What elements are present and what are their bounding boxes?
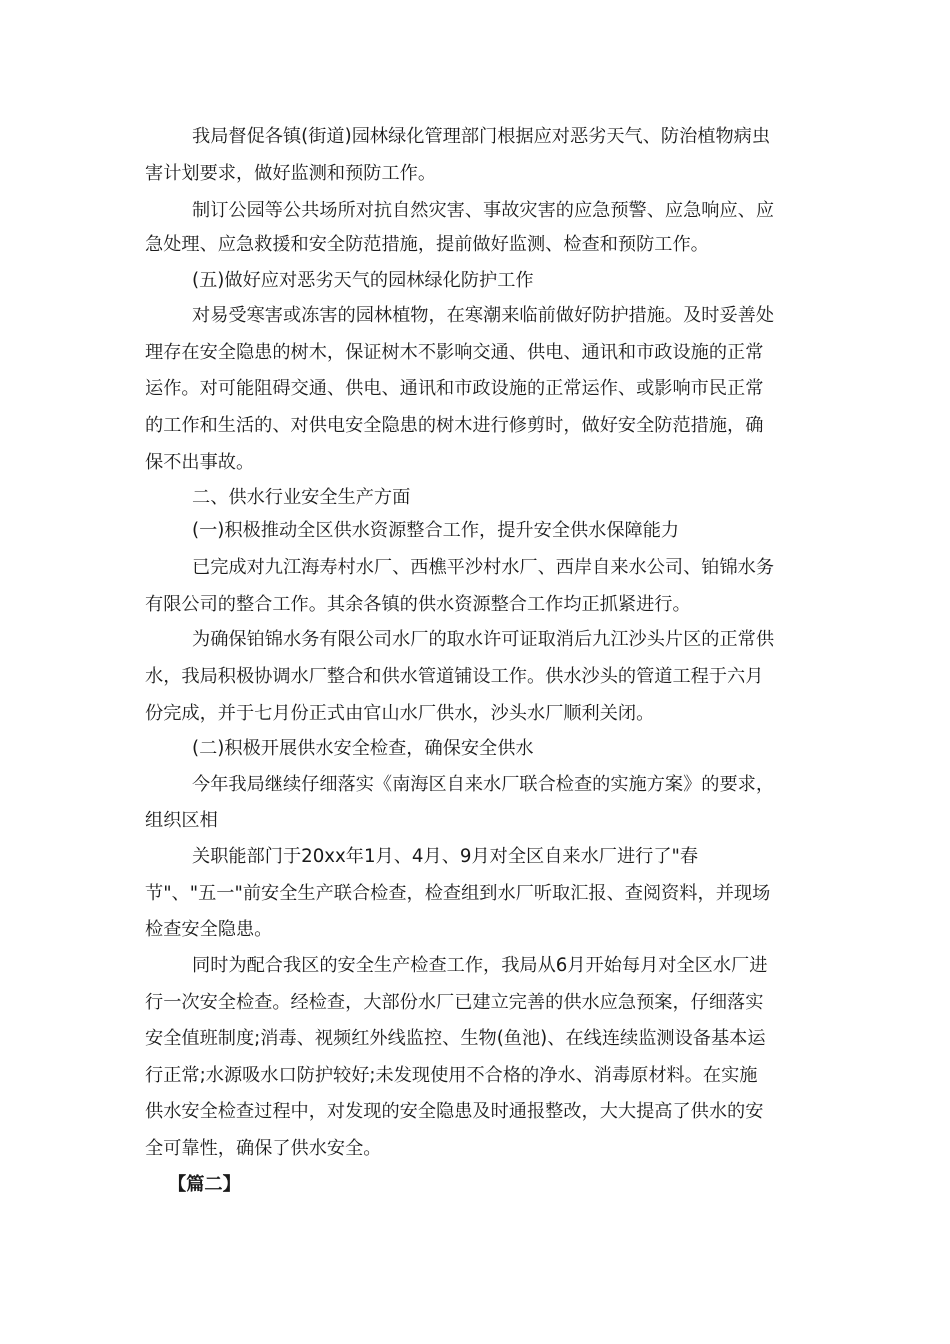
paragraph-3-line-1: 对易受寒害或冻害的园林植物，在寒潮来临前做好防护措施。及时妥善处 <box>192 305 775 326</box>
paragraph-8-line-2: 行一次安全检查。经检查，大部份水厂已建立完善的供水应急预案，仔细落实 <box>145 992 764 1013</box>
paragraph-2-line-1: 制订公园等公共场所对抗自然灾害、事故灾害的应急预警、应急响应、应 <box>192 200 775 221</box>
paragraph-5-line-3: 份完成，并于七月份正式由官山水厂供水，沙头水厂顺利关闭。 <box>145 703 655 724</box>
paragraph-8-line-5: 供水安全检查过程中，对发现的安全隐患及时通报整改，大大提高了供水的安 <box>145 1101 764 1122</box>
paragraph-5-line-2: 水，我局积极协调水厂整合和供水管道铺设工作。供水沙头的管道工程于六月 <box>145 666 764 687</box>
paragraph-2-line-2: 急处理、应急救援和安全防范措施，提前做好监测、检查和预防工作。 <box>145 234 709 255</box>
section-heading-5: (五)做好应对恶劣天气的园林绿化防护工作 <box>192 270 534 291</box>
paragraph-1-line-1: 我局督促各镇(街道)园林绿化管理部门根据应对恶劣天气、防治植物病虫 <box>192 126 771 147</box>
paragraph-3-line-5: 保不出事故。 <box>145 452 255 473</box>
paragraph-6-line-2: 组织区相 <box>145 810 218 831</box>
paragraph-8-line-4: 行正常;水源吸水口防护较好;未发现使用不合格的净水、消毒原材料。在实施 <box>145 1065 758 1086</box>
paragraph-4-line-2: 有限公司的整合工作。其余各镇的供水资源整合工作均正抓紧进行。 <box>145 594 691 615</box>
paragraph-8-line-6: 全可靠性，确保了供水安全。 <box>145 1138 382 1159</box>
paragraph-3-line-4: 的工作和生活的、对供电安全隐患的树木进行修剪时，做好安全防范措施，确 <box>145 415 764 436</box>
paragraph-1-line-2: 害计划要求，做好监测和预防工作。 <box>145 163 437 184</box>
paragraph-7-line-3: 检查安全隐患。 <box>145 919 273 940</box>
section-heading-2: 二、供水行业安全生产方面 <box>192 487 411 508</box>
paragraph-5-line-1: 为确保铂锦水务有限公司水厂的取水许可证取消后九江沙头片区的正常供 <box>192 629 775 650</box>
subsection-heading-2: (二)积极开展供水安全检查，确保安全供水 <box>192 738 534 759</box>
subsection-heading-1: (一)积极推动全区供水资源整合工作，提升安全供水保障能力 <box>192 520 680 541</box>
paragraph-7-line-1: 关职能部门于20xx年1月、4月、9月对全区自来水厂进行了"春 <box>192 846 699 867</box>
section-title-part-two: 【篇二】 <box>168 1174 241 1195</box>
paragraph-3-line-2: 理存在安全隐患的树木，保证树木不影响交通、供电、通讯和市政设施的正常 <box>145 342 764 363</box>
paragraph-6-line-1: 今年我局继续仔细落实《南海区自来水厂联合检查的实施方案》的要求， <box>192 774 775 795</box>
paragraph-3-line-3: 运作。对可能阻碍交通、供电、通讯和市政设施的正常运作、或影响市民正常 <box>145 378 764 399</box>
paragraph-4-line-1: 已完成对九江海寿村水厂、西樵平沙村水厂、西岸自来水公司、铂锦水务 <box>192 557 775 578</box>
paragraph-7-line-2: 节"、"五一"前安全生产联合检查，检查组到水厂听取汇报、查阅资料，并现场 <box>145 883 771 904</box>
paragraph-8-line-3: 安全值班制度;消毒、视频红外线监控、生物(鱼池)、在线连续监测设备基本运 <box>145 1028 766 1049</box>
paragraph-8-line-1: 同时为配合我区的安全生产检查工作，我局从6月开始每月对全区水厂进 <box>192 955 768 976</box>
